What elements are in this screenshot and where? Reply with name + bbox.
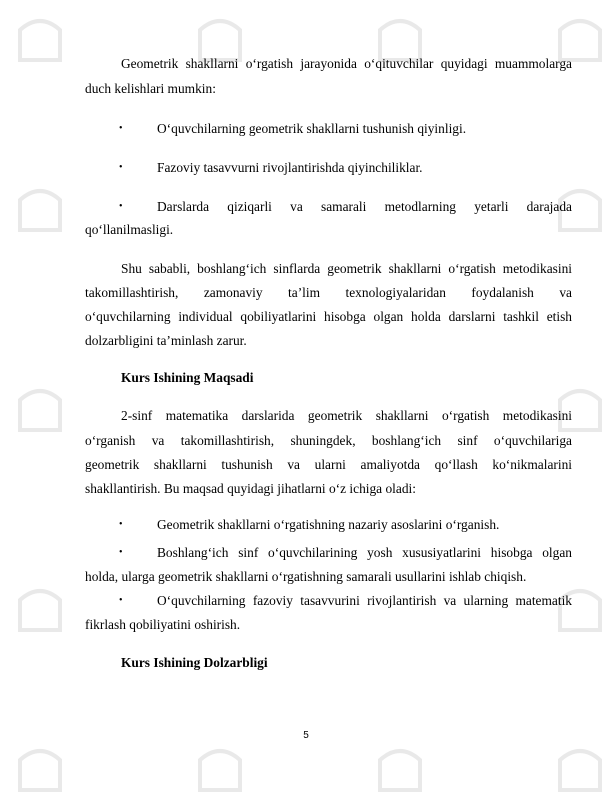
list-2-item-1: Geometrik shakllarni o‘rgatishning nazariy asoslarini o‘rganish. (157, 517, 500, 532)
paragraph-3-line-3: geometrik shakllarni tushunish va ularni amaliyotda qo‘llash ko‘nikmalarini (85, 457, 572, 472)
list-1-item-3-line-2: qo‘llanilmasligi. (85, 222, 174, 237)
paragraph-3-line-2: o‘rganish va takomillashtirish, shuningdek, boshlang‘ich sinf o‘quvchilariga (85, 433, 572, 448)
paragraph-3-line-1: 2-sinf matematika darslarida geometrik shakllarni o‘rgatish metodikasini (121, 408, 572, 423)
list-2-item-3-line-2: fikrlash qobiliyatini oshirish. (85, 617, 241, 632)
bullet-icon: • (119, 595, 123, 606)
paragraph-2-line-1: Shu sababli, boshlang‘ich sinflarda geometrik shakllarni o‘rgatish metodikasini (121, 261, 572, 276)
bullet-icon: • (119, 162, 123, 173)
paragraph-3-line-4: shakllantirish. Bu maqsad quyidagi jihatlarni o‘z ichiga oladi: (85, 481, 416, 496)
paragraph-2-line-3: o‘quvchilarning individual qobiliyatlarini hisobga olgan holda darslarni tashkil etish (85, 309, 572, 324)
bullet-icon: • (119, 123, 123, 134)
section-heading-dolzarbligi: Kurs Ishining Dolzarbligi (121, 655, 268, 670)
paragraph-2-line-4: dolzarbligini ta’minlash zarur. (85, 333, 247, 348)
bullet-icon: • (119, 547, 123, 558)
list-1-item-1: O‘quvchilarning geometrik shakllarni tushunish qiyinligi. (157, 121, 467, 136)
paragraph-1-line-2: duch kelishlari mumkin: (85, 81, 216, 96)
list-2-item-2-line-1: Boshlang‘ich sinf o‘quvchilarining yosh xususiyatlarini hisobga olgan (157, 545, 572, 560)
paragraph-2-line-2: takomillashtirish, zamonaviy ta’lim texnologiyalaridan foydalanish va (85, 285, 572, 300)
list-2-item-3-line-1: O‘quvchilarning fazoviy tasavvurini rivojlantirish va ularning matematik (157, 593, 572, 608)
bullet-icon: • (119, 519, 123, 530)
list-1-item-2: Fazoviy tasavvurni rivojlantirishda qiyinchiliklar. (157, 160, 423, 175)
section-heading-maqsadi: Kurs Ishining Maqsadi (121, 370, 254, 385)
bullet-icon: • (119, 201, 123, 212)
paragraph-1-line-1: Geometrik shakllarni o‘rgatish jarayonida o‘qituvchilar quyidagi muammolarga (121, 56, 572, 71)
list-1-item-3-line-1: Darslarda qiziqarli va samarali metodlarning yetarli darajada (157, 199, 572, 214)
page-number: 5 (303, 730, 309, 741)
list-2-item-2-line-2: holda, ularga geometrik shakllarni o‘rgatishning samarali usullarini ishlab chiqish. (85, 569, 527, 584)
